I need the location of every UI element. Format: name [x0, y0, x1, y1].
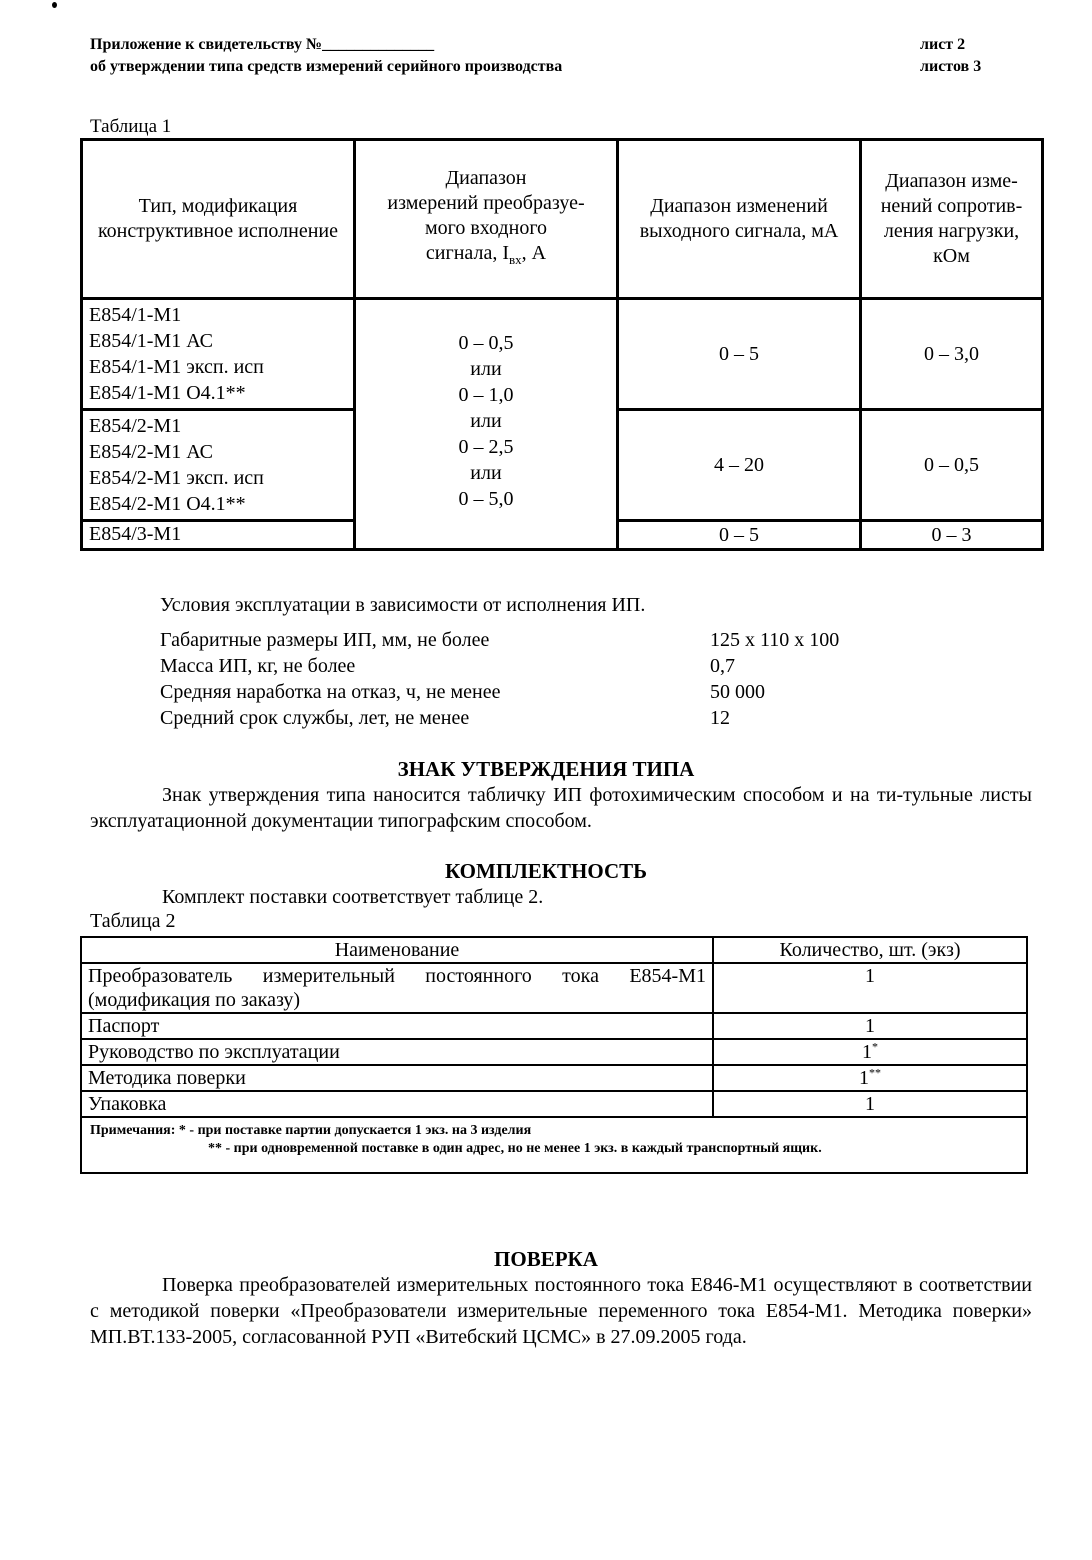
spec-value: 125 х 110 х 100 [710, 629, 840, 651]
header-line-1: Приложение к свидетельству №______________ [90, 36, 435, 53]
header-line-2: об утверждении типа средств измерений серийного производства [90, 58, 563, 75]
table1-load-2: 0 – 0,5 [861, 410, 1043, 521]
spec-value: 0,7 [710, 655, 735, 677]
spec-label: Средняя наработка на отказ, ч, не менее [160, 681, 501, 703]
approval-sign-text: Знак утверждения типа наносится табличку ИП фотохимическим способом и на ти-тульные листы эксплуатационной документации типографским способом. [90, 784, 1032, 832]
table2-header-quantity: Количество, шт. (экз) [713, 937, 1027, 963]
table-row [81, 963, 1027, 1013]
table1-output-2: 4 – 20 [618, 410, 861, 521]
table2-qty: 1 [713, 1091, 1027, 1117]
table1-header-type: Тип, модификация конструктивное исполнение [82, 140, 355, 299]
table2-qty: 1* [713, 1039, 1027, 1065]
table2-caption: Таблица 2 [90, 910, 176, 932]
table1-header-load-range: Диапазон изме-нений сопротив-ления нагрузки, кОм [861, 140, 1043, 299]
operating-conditions: Условия эксплуатации в зависимости от исполнения ИП. [160, 594, 646, 616]
table1-input-ranges: 0 – 0,5 или 0 – 1,0 или 0 – 2,5 или 0 – 5,0 [355, 299, 618, 550]
spec-label: Средний срок службы, лет, не менее [160, 707, 470, 729]
table1 [80, 138, 1044, 551]
spec-label: Масса ИП, кг, не более [160, 655, 356, 677]
table2-notes [81, 1117, 1027, 1173]
table2-qty: 1 [713, 963, 1027, 1013]
table1-group1-types: Е854/1-М1 Е854/1-М1 АС Е854/1-М1 эксп. исп Е854/1-М1 О4.1** [82, 299, 355, 410]
table2-name: Упаковка [81, 1091, 713, 1117]
section-title-approval-sign: ЗНАК УТВЕРЖДЕНИЯ ТИПА [397, 757, 695, 781]
table2 [80, 936, 1028, 1174]
sheet-number: лист 2 [920, 36, 966, 53]
table2-name: Паспорт [81, 1013, 713, 1039]
spec-value: 50 000 [710, 681, 765, 703]
section-title-verification: ПОВЕРКА [494, 1247, 598, 1271]
table2-name: Методика поверки [81, 1065, 713, 1091]
section-title-completeness: КОМПЛЕКТНОСТЬ [444, 859, 648, 883]
table-row [81, 1065, 1027, 1091]
table2-qty: 1 [713, 1013, 1027, 1039]
spec-value: 12 [710, 707, 730, 729]
table1-header-input-range: Диапазон измерений преобразуе- мого входного сигнала, $I_{вх}$, А [355, 140, 618, 299]
table1-caption: Таблица 1 [90, 116, 172, 137]
table2-name: Руководство по эксплуатации [81, 1039, 713, 1065]
table1-group2-types: Е854/2-М1 Е854/2-М1 АС Е854/2-М1 эксп. исп Е854/2-М1 О4.1** [82, 410, 355, 521]
table1-output-1: 0 – 5 [618, 299, 861, 410]
table2-name-converter: Преобразователь измерительный постоянного тока Е854-М1 (модификация по заказу) [81, 963, 713, 1013]
note-1: Примечания: * - при поставке партии допускается 1 экз. на 3 изделия [90, 1123, 532, 1138]
table1-output-3: 0 – 5 [618, 521, 861, 550]
table-row [81, 1091, 1027, 1117]
verification-text: Поверка преобразователей измерительных постоянного тока Е846-М1 осуществляют в соответствии с методикой поверки «Преобразователи измерительные переменного тока Е854-М1. Методика поверки» МП.ВТ.133-2005, согласованной РУП «Витебский ЦСМС» в 27.09.2005 года. [90, 1274, 1032, 1348]
note-2: ** - при одновременной поставке в один адрес, но не менее 1 экз. в каждый транспортный ящик. [208, 1141, 822, 1156]
table1-load-3: 0 – 3 [861, 521, 1043, 550]
scan-dot [52, 2, 57, 8]
table1-group3-type: Е854/3-М1 [82, 521, 355, 550]
table1-header-output-range: Диапазон изменений выходного сигнала, мА [618, 140, 861, 299]
spec-label: Габаритные размеры ИП, мм, не более [160, 629, 490, 651]
table-row [81, 1039, 1027, 1065]
table2-qty: 1** [713, 1065, 1027, 1091]
table2-header-name: Наименование [81, 937, 713, 963]
table-row [81, 1013, 1027, 1039]
completeness-text: Комплект поставки соответствует таблице 2. [162, 886, 544, 908]
table1-load-1: 0 – 3,0 [861, 299, 1043, 410]
sheets-total: листов 3 [920, 58, 982, 75]
